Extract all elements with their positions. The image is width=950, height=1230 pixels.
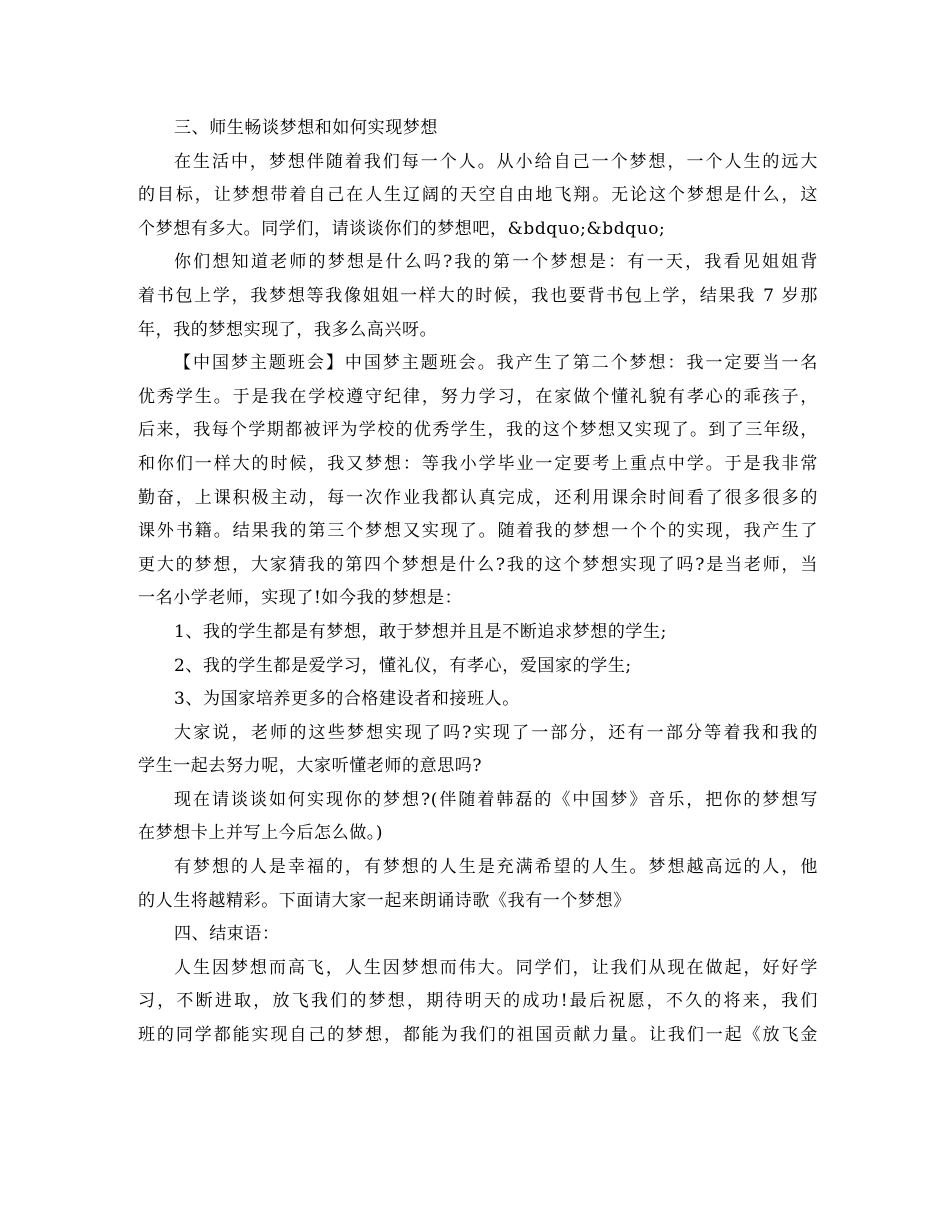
text-line: 一名小学老师，实现了!如今我的梦想是：: [138, 588, 463, 609]
text-line: 的目标，让梦想带着自己在人生辽阔的天空自由地飞翔。无论这个梦想是什么，这: [138, 185, 818, 206]
text-line: 班的同学都能实现自己的梦想，都能为我们的祖国贡献力量。让我们一起《放飞金: [138, 1025, 818, 1046]
text-line: 1、我的学生都是有梦想，敢于梦想并且是不断追求梦想的学生;: [174, 621, 667, 642]
text-line: 后来，我每个学期都被评为学校的优秀学生，我的这个梦想又实现了。到了三年级，: [138, 420, 818, 441]
text-line: 在梦想卡上并写上今后怎么做。): [138, 823, 384, 844]
text-line: 你们想知道老师的梦想是什么吗?我的第一个梦想是：有一天，我看见姐姐背: [174, 252, 818, 273]
text-line: 四、结束语：: [174, 924, 280, 945]
text-line: 2、我的学生都是爱学习，懂礼仪，有孝心，爱国家的学生;: [174, 655, 632, 676]
text-line: 【中国梦主题班会】中国梦主题班会。我产生了第二个梦想：我一定要当一名: [174, 353, 818, 374]
text-line: 个梦想有多大。同学们，请谈谈你们的梦想吧，&bdquo;&bdquo;: [138, 218, 666, 239]
text-line: 在生活中，梦想伴随着我们每一个人。从小给自己一个梦想，一个人生的远大: [174, 151, 818, 172]
text-line: 和你们一样大的时候，我又梦想：等我小学毕业一定要考上重点中学。于是我非常: [138, 453, 818, 474]
text-line: 3、为国家培养更多的合格建设者和接班人。: [174, 689, 520, 710]
text-line: 大家说，老师的这些梦想实现了吗?实现了一部分，还有一部分等着我和我的: [174, 722, 818, 743]
text-line: 有梦想的人是幸福的，有梦想的人生是充满希望的人生。梦想越高远的人，他: [174, 857, 818, 878]
text-line: 习，不断进取，放飞我们的梦想，期待明天的成功!最后祝愿，不久的将来，我们: [138, 991, 818, 1012]
text-line: 勤奋，上课积极主动，每一次作业我都认真完成，还利用课余时间看了很多很多的: [138, 487, 818, 508]
text-line: 人生因梦想而高飞，人生因梦想而伟大。同学们，让我们从现在做起，好好学: [174, 957, 818, 978]
text-line: 课外书籍。结果我的第三个梦想又实现了。随着我的梦想一个个的实现，我产生了: [138, 521, 818, 542]
text-line: 三、师生畅谈梦想和如何实现梦想: [174, 118, 438, 138]
text-line: 现在请谈谈如何实现你的梦想?(伴随着韩磊的《中国梦》音乐，把你的梦想写: [174, 789, 818, 810]
text-line: 更大的梦想，大家猜我的第四个梦想是什么?我的这个梦想实现了吗?是当老师，当: [138, 554, 818, 575]
text-line: 学生一起去努力呢，大家听懂老师的意思吗?: [138, 756, 483, 777]
text-line: 优秀学生。于是我在学校遵守纪律，努力学习，在家做个懂礼貌有孝心的乖孩子，: [138, 386, 818, 407]
text-line: 年，我的梦想实现了，我多么高兴呀。: [138, 319, 438, 340]
document-body: [138, 112, 818, 1053]
text-line: 的人生将越精彩。下面请大家一起来朗诵诗歌《我有一个梦想》: [138, 890, 631, 911]
text-line: 着书包上学，我梦想等我像姐姐一样大的时候，我也要背书包上学，结果我 7 岁那: [138, 285, 818, 306]
